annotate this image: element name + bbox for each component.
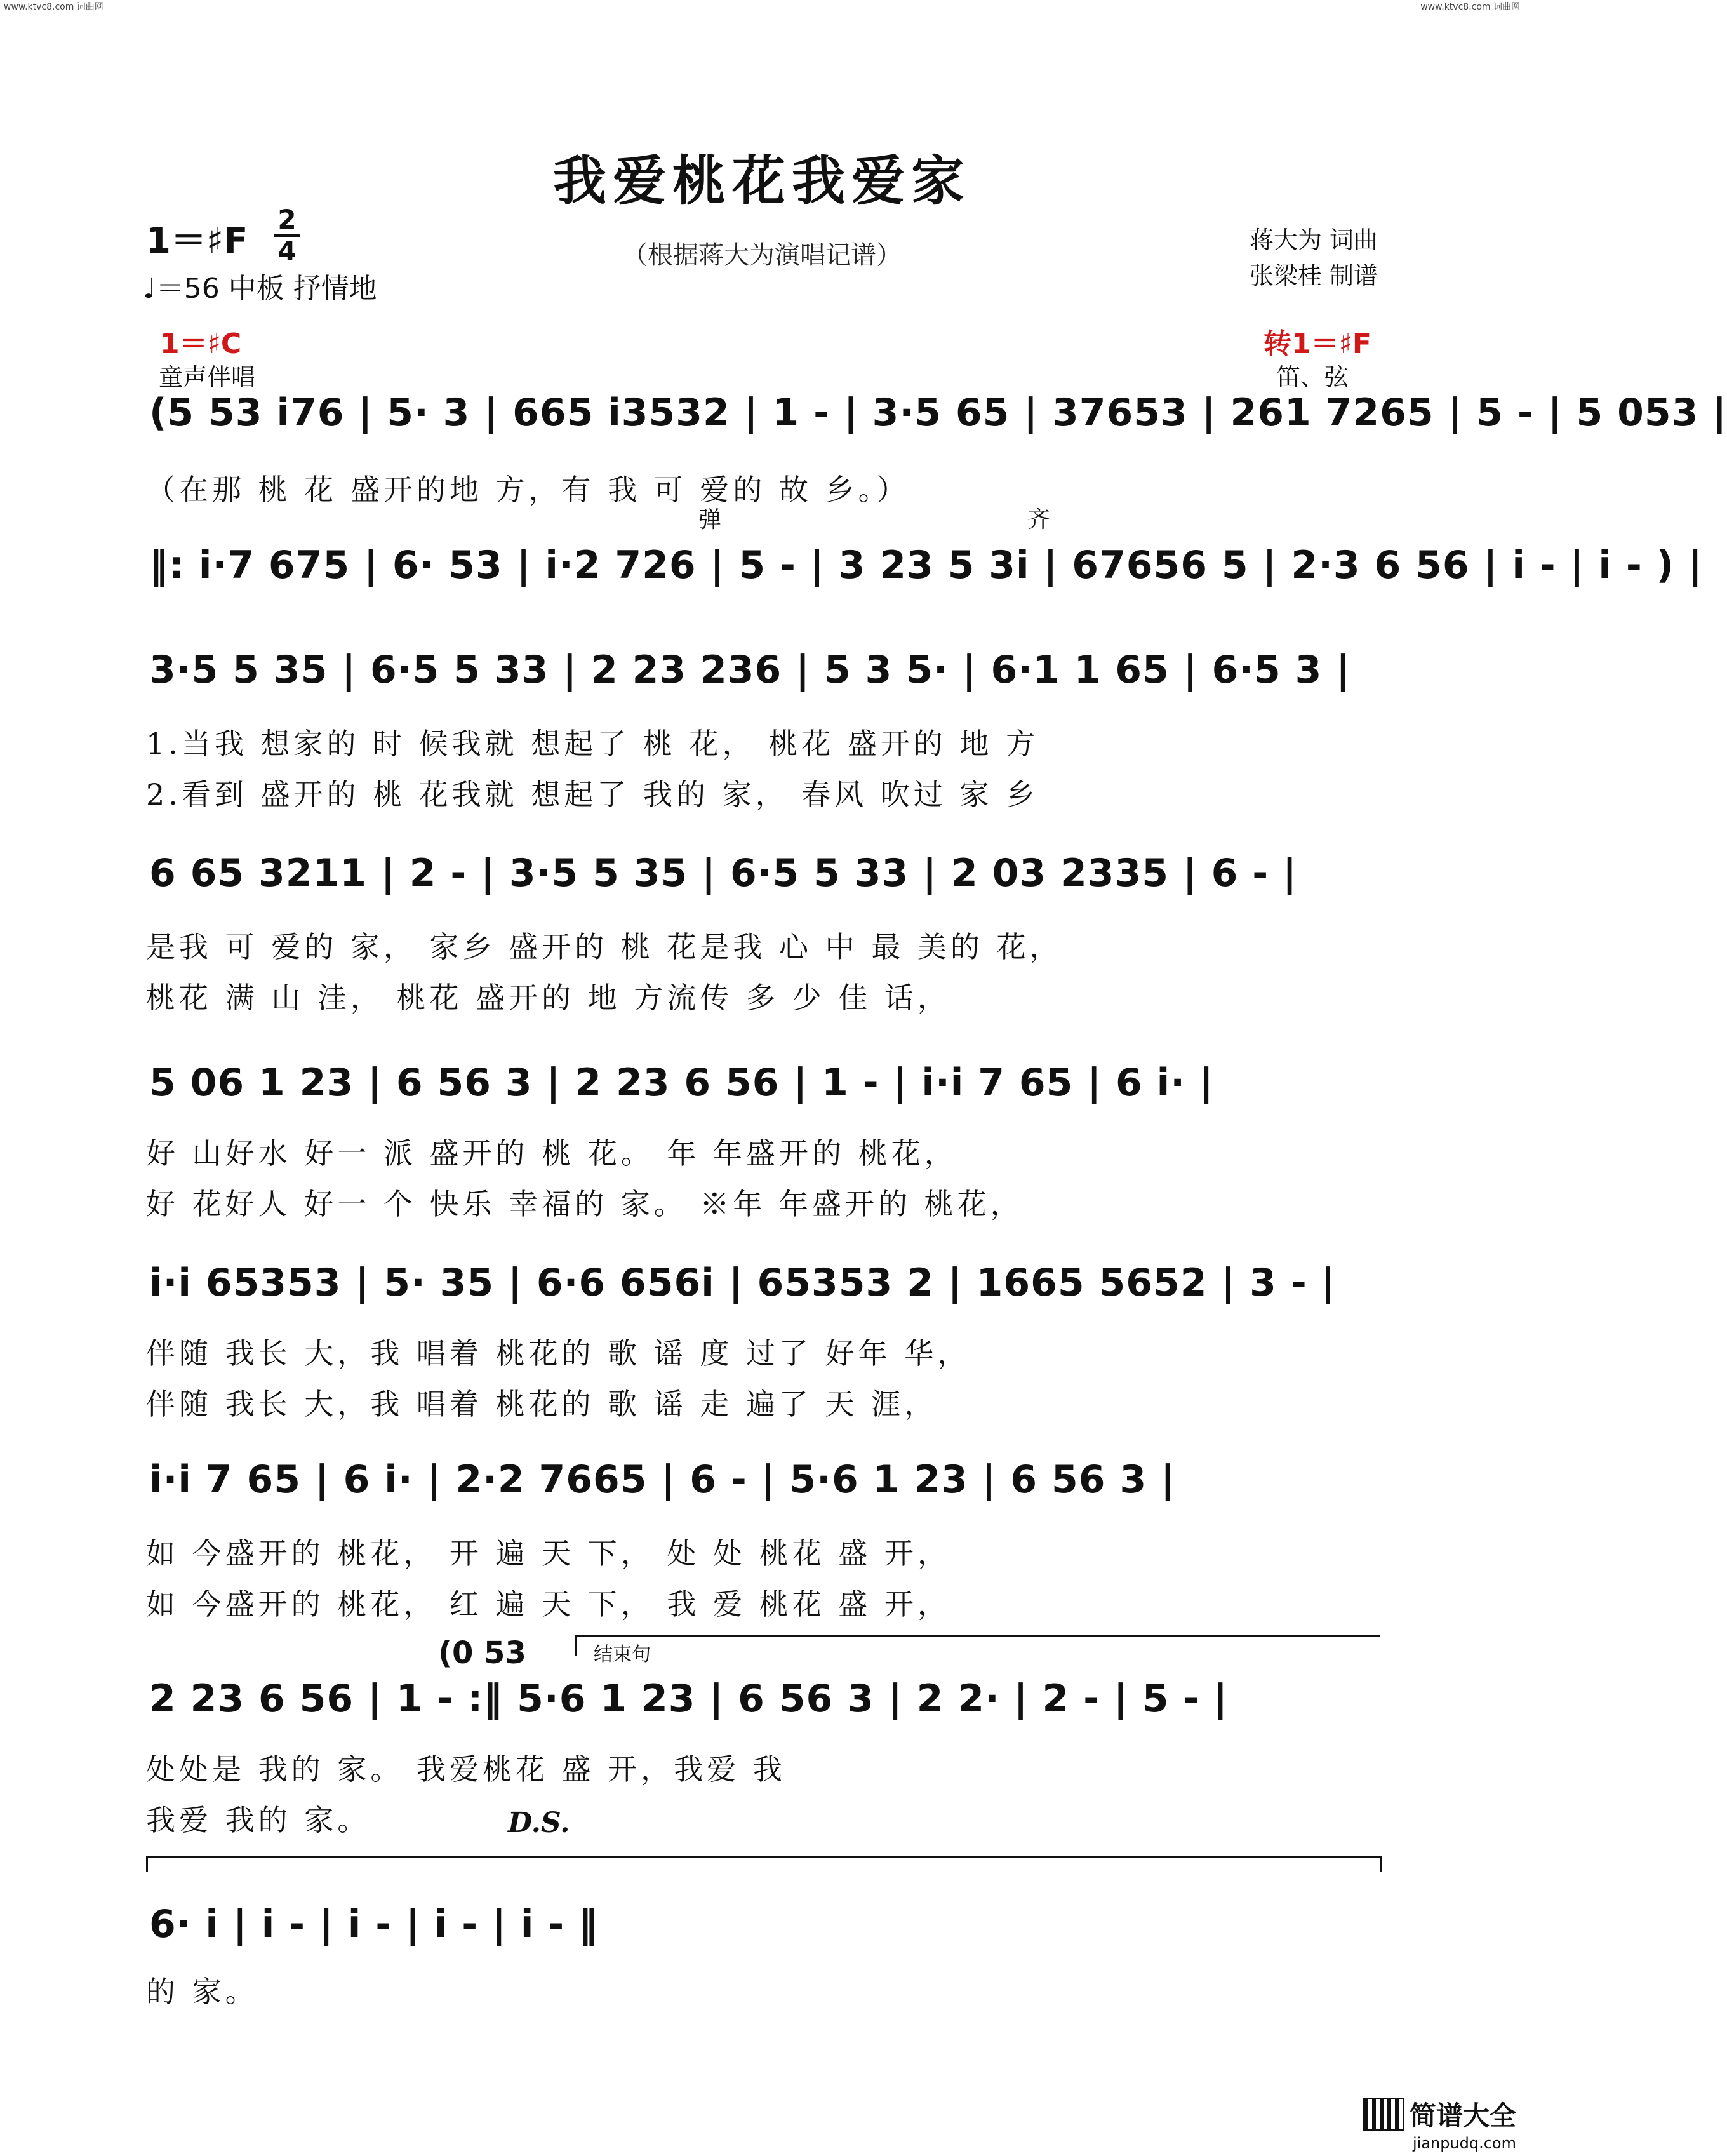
system-9-lyrics: 的 家。 xyxy=(146,1974,258,2009)
mark-tan: 弹 xyxy=(698,507,722,533)
dal-segno-mark: D.S. xyxy=(508,1807,570,1839)
system-8-lyrics-verse-1: 处处是 我的 家。 我爱桃花 盛 开，我爱 我 xyxy=(146,1752,786,1786)
mark-qi: 齐 xyxy=(1027,507,1051,533)
modulation-key-change: 转1＝♯F xyxy=(1264,328,1371,360)
system-5-notes: 5 06 1 23 | 6 56 3 | 2 23 6 56 | 1 - | i·i 7 65 | 6 i· | xyxy=(149,1061,1214,1105)
system-7-lyrics-verse-1: 如 今盛开的 桃花， 开 遍 天 下， 处 处 桃花 盛 开， xyxy=(146,1536,950,1570)
system-5-lyrics-verse-1: 好 山好水 好一 派 盛开的 桃 花。 年 年盛开的 桃花， xyxy=(146,1136,957,1170)
system-6-lyrics-verse-2: 伴随 我长 大，我 唱着 桃花的 歌 谣 走 遍了 天 涯， xyxy=(146,1387,938,1421)
tempo-marking: ♩＝56 中板 抒情地 xyxy=(143,272,377,305)
system-6-notes: i·i 65353 | 5· 35 | 6·6 656i | 65353 2 | 1665 5652 | 3 - | xyxy=(149,1261,1336,1305)
header-right: www.ktvc8.com 词曲网 xyxy=(1420,2,1520,12)
system-5-lyrics-verse-2: 好 花好人 好一 个 快乐 幸福的 家。 ※年 年盛开的 桃花， xyxy=(146,1187,1024,1221)
system-4-notes: 6 65 3211 | 2 - | 3·5 5 35 | 6·5 5 33 | 2 03 2335 | 6 - | xyxy=(149,851,1297,895)
system-1-lyrics: （在那 桃 花 盛开的地 方，有 我 可 爱的 故 乡。） xyxy=(146,472,910,507)
coda-bracket xyxy=(146,1856,1382,1872)
logo-name: 简谱大全 xyxy=(1409,2100,1516,2131)
credits xyxy=(1250,222,1378,293)
system-6-lyrics-verse-1: 伴随 我长 大，我 唱着 桃花的 歌 谣 度 过了 好年 华， xyxy=(146,1336,971,1370)
site-logo xyxy=(1363,2095,1516,2152)
song-subtitle: （根据蒋大为演唱记谱） xyxy=(622,241,902,270)
time-signature xyxy=(274,206,300,265)
system-8-lyrics-verse-2: 我爱 我的 家。 xyxy=(146,1803,371,1837)
system-1-notes: (5 53 i76 | 5· 3 | 665 i3532 | 1 - | 3·5 65 | 37653 | 261 7265 | 5 - | 5 053 | xyxy=(149,391,1727,435)
system-2-notes: ‖: i·7 675 | 6· 53 | i·2 726 | 5 - | 3 23 5 3i | 67656 5 | 2·3 6 56 | i - | i - ) | xyxy=(149,543,1703,587)
system-7-lyrics-verse-2: 如 今盛开的 桃花， 红 遍 天 下， 我 爱 桃花 盛 开， xyxy=(146,1587,950,1621)
time-signature-bottom: 4 xyxy=(277,236,297,267)
flute-strings-label: 笛、弦 xyxy=(1276,363,1349,391)
system-8-notes: 2 23 6 56 | 1 - :‖ 5·6 1 23 | 6 56 3 | 2 2· | 2 - | 5 - | xyxy=(149,1677,1229,1721)
children-chorus-label: 童声伴唱 xyxy=(159,363,256,391)
header-left: www.ktvc8.com 词曲网 xyxy=(4,2,103,12)
system-3-notes: 3·5 5 35 | 6·5 5 33 | 2 23 236 | 5 3 5· | 6·1 1 65 | 6·5 3 | xyxy=(149,648,1351,692)
ending-label: 结束句 xyxy=(594,1644,651,1666)
system-3-lyrics-verse-1: 1.当我 想家的 时 候我就 想起了 桃 花， 桃花 盛开的 地 方 xyxy=(146,726,1039,761)
pickup-notes: (0 53 xyxy=(438,1635,526,1671)
key-signature: 1＝♯F xyxy=(146,220,248,262)
system-9-notes: 6· i | i - | i - | i - | i - ‖ xyxy=(149,1902,599,1946)
system-3-lyrics-verse-2: 2.看到 盛开的 桃 花我就 想起了 我的 家， 春风 吹过 家 乡 xyxy=(146,777,1039,812)
ending-bracket xyxy=(575,1635,1380,1656)
song-title: 我爱桃花我爱家 xyxy=(552,149,971,212)
piano-icon xyxy=(1363,2098,1404,2131)
time-signature-top: 2 xyxy=(277,204,297,235)
logo-url: jianpudq.com xyxy=(1412,2134,1516,2152)
system-4-lyrics-verse-1: 是我 可 爱的 家， 家乡 盛开的 桃 花是我 心 中 最 美的 花， xyxy=(146,930,1063,964)
credit-lyricist: 蒋大为 词曲 xyxy=(1249,226,1378,254)
intro-key-change: 1＝♯C xyxy=(160,328,242,360)
system-4-lyrics-verse-2: 桃花 满 山 洼， 桃花 盛开的 地 方流传 多 少 佳 话， xyxy=(146,981,950,1015)
system-7-notes: i·i 7 65 | 6 i· | 2·2 7665 | 6 - | 5·6 1 23 | 6 56 3 | xyxy=(149,1457,1175,1502)
credit-engraver: 张梁桂 制谱 xyxy=(1249,262,1378,290)
